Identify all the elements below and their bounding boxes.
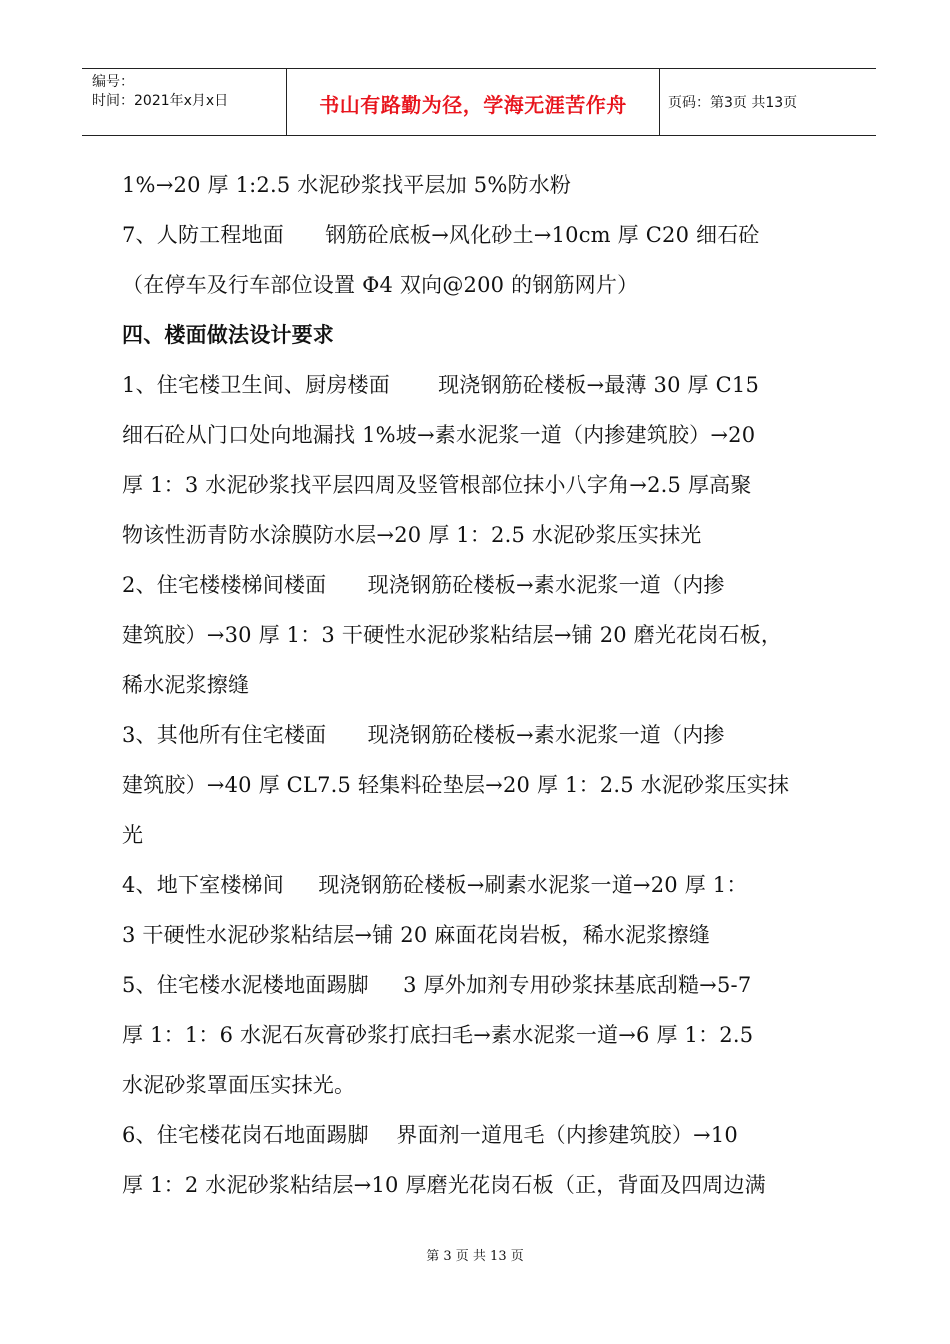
body-line: 光 — [122, 823, 144, 847]
section-heading: 四、楼面做法设计要求 — [122, 323, 334, 347]
body-line: 6、住宅楼花岗石地面踢脚 界面剂一道甩毛（内掺建筑胶）→10 — [122, 1123, 738, 1147]
time-label: 时间：2021年x月x日 — [92, 93, 229, 109]
body-line: 细石砼从门口处向地漏找 1%坡→素水泥浆一道（内掺建筑胶）→20 — [122, 423, 756, 447]
page-header — [82, 68, 876, 136]
body-line: 水泥砂浆罩面压实抹光。 — [122, 1073, 356, 1097]
header-motto: 书山有路勤为径，学海无涯苦作舟 — [287, 69, 660, 135]
body-line: 建筑胶）→40 厚 CL7.5 轻集料砼垫层→20 厚 1：2.5 水泥砂浆压实抹 — [122, 773, 790, 797]
header-meta — [82, 69, 287, 135]
body-line: 3 干硬性水泥砂浆粘结层→铺 20 麻面花岗岩板，稀水泥浆擦缝 — [122, 923, 710, 947]
body-line: 1%→20 厚 1:2.5 水泥砂浆找平层加 5%防水粉 — [122, 173, 572, 197]
body-line: 厚 1：3 水泥砂浆找平层四周及竖管根部位抹小八字角→2.5 厚高聚 — [122, 473, 752, 497]
doc-number-label: 编号： — [92, 74, 134, 90]
body-line: 建筑胶）→30 厚 1：3 干硬性水泥砂浆粘结层→铺 20 磨光花岗石板， — [122, 623, 783, 647]
body-line: 3、其他所有住宅楼面 现浇钢筋砼楼板→素水泥浆一道（内掺 — [122, 723, 725, 747]
body-line: 稀水泥浆擦缝 — [122, 673, 250, 697]
body-line: 5、住宅楼水泥楼地面踢脚 3 厚外加剂专用砂浆抹基底刮糙→5-7 — [122, 973, 752, 997]
page-footer: 第 3 页 共 13 页 — [426, 1249, 524, 1264]
body-line: 7、人防工程地面 钢筋砼底板→风化砂土→10cm 厚 C20 细石砼 — [122, 223, 760, 247]
document-body — [122, 160, 852, 1210]
body-line: 物该性沥青防水涂膜防水层→20 厚 1：2.5 水泥砂浆压实抹光 — [122, 523, 702, 547]
body-line: 厚 1：2 水泥砂浆粘结层→10 厚磨光花岗石板（正，背面及四周边满 — [122, 1173, 766, 1197]
body-line: 厚 1：1：6 水泥石灰膏砂浆打底扫毛→素水泥浆一道→6 厚 1：2.5 — [122, 1023, 754, 1047]
body-line: 2、住宅楼楼梯间楼面 现浇钢筋砼楼板→素水泥浆一道（内掺 — [122, 573, 725, 597]
header-page-info: 页码：第3页 共13页 — [668, 95, 798, 111]
body-line: 4、地下室楼梯间 现浇钢筋砼楼板→刷素水泥浆一道→20 厚 1： — [122, 873, 748, 897]
body-line: （在停车及行车部位设置 Φ4 双向@200 的钢筋网片） — [122, 273, 639, 297]
body-line: 1、住宅楼卫生间、厨房楼面 现浇钢筋砼楼板→最薄 30 厚 C15 — [122, 373, 760, 397]
